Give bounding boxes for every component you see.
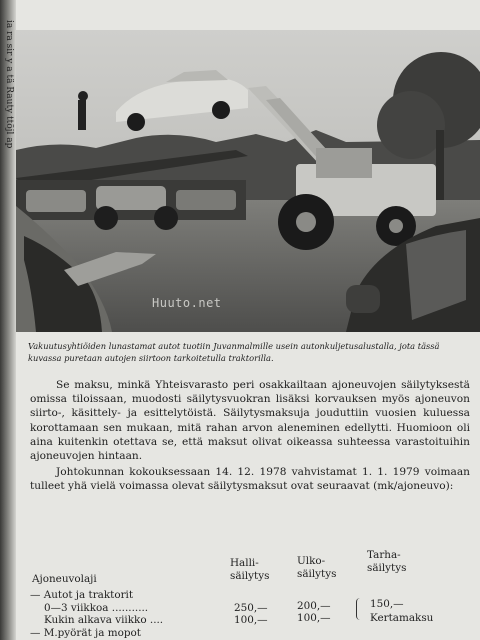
table-cell-tarha: Kertamaksu — [370, 612, 434, 624]
storage-fee-table — [30, 549, 462, 640]
column-header-vehicle: Ajoneuvolaji — [32, 573, 97, 585]
table-cell-halli: 100,— — [234, 614, 268, 626]
table-cell-ulko: 200,— — [297, 600, 331, 612]
table-row-label: Kukin alkava viikko .... — [44, 614, 164, 626]
brace-symbol — [356, 598, 365, 620]
column-header-ulko: Ulko- säilytys — [297, 555, 337, 580]
table-cell-tarha: 150,— — [370, 598, 404, 610]
table-cell-halli: 250,— — [234, 602, 268, 614]
column-header-tarha: Tarha- säilytys — [367, 549, 407, 574]
body-text — [30, 378, 470, 496]
paragraph-fees: Se maksu, minkä Yhteisvarasto peri osakkailtaan ajoneuvojen säilytyksestä omissa tiloissaan, muodosti säilytysvuokran lisäksi korvauksen myös ajoneuvon siirto-, käsittely- ja esittelytöistä. Säilytysmaksuja jouduttiin vuosien kuluessa korottamaan sen mukaan, mitä rahan arvon aleneminen edellytti. Huomioon oli aina kuitenkin otettava se, että maksut olivat oikeassa suhteessa varastoituihin ajoneuvojen hintaan. — [30, 379, 470, 463]
watermark-text: Huuto.net — [152, 296, 222, 310]
photo-caption: Vakuutusyhtiöiden lunastamat autot tuotiin Juvanmalmille usein autonkuljetusalustalla, jota tässä kuvassa puretaan autojen siirtoon tarkoitetulla traktorilla. — [28, 341, 440, 363]
table-row-label: 0—3 viikkoa ........... — [44, 602, 149, 614]
photograph — [16, 30, 480, 332]
column-header-halli: Halli- säilytys — [230, 557, 270, 582]
table-row-label: — Autot ja traktorit — [30, 589, 134, 601]
photo-illustration — [16, 30, 480, 332]
left-page-fragments: ia ra sir y a tä Rauty ttöjl ap — [4, 20, 14, 149]
paragraph-rates: Johtokunnan kokouksessaan 14. 12. 1978 vahvistamat 1. 1. 1979 voimaan tulleet yhä vielä voimassa olevat säilytysmaksut ovat seuraavat (mk/ajoneuvo): — [30, 466, 470, 493]
table-row-label: — M.pyörät ja mopot — [30, 627, 141, 639]
table-cell-ulko: 100,— — [297, 612, 331, 624]
